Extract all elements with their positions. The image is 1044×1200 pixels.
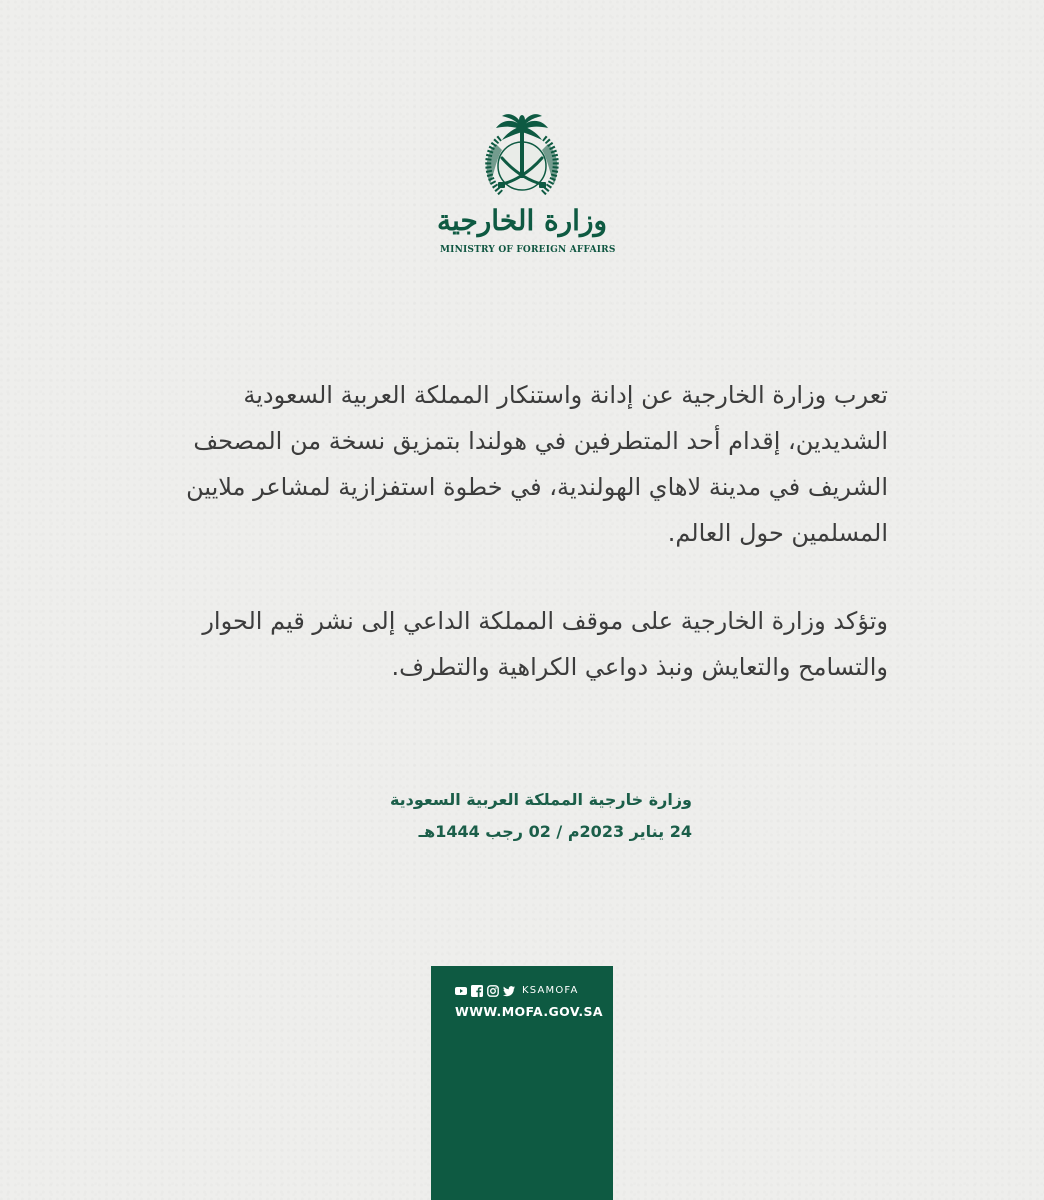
instagram-icon[interactable]	[487, 985, 499, 997]
facebook-icon[interactable]	[471, 985, 483, 997]
saudi-emblem-logo	[472, 108, 572, 208]
statement-paragraph-1: تعرب وزارة الخارجية عن إدانة واستنكار المملكة العربية السعودية الشديدين، إقدام أحد المتطرفين في هولندا بتمزيق نسخة من المصحف الشريف في مدينة لاهاي الهولندية، في خطوة استفزازية لمشاعر ملايين المسلمين حول العالم.	[186, 381, 888, 547]
social-links	[455, 984, 579, 998]
signature-block	[250, 784, 692, 848]
footer-panel	[431, 966, 613, 1200]
statement-body	[160, 372, 888, 690]
ministry-english-name: MINISTRY OF FOREIGN AFFAIRS	[440, 245, 616, 255]
youtube-icon[interactable]	[455, 985, 467, 997]
twitter-icon[interactable]	[503, 985, 515, 997]
statement-paragraph-2: وتؤكد وزارة الخارجية على موقف المملكة الداعي إلى نشر قيم الحوار والتسامح والتعايش ونبذ دواعي الكراهية والتطرف.	[202, 607, 888, 681]
svg-text:وزارة الخارجية: وزارة الخارجية	[437, 204, 607, 237]
signature-issuer: وزارة خارجية المملكة العربية السعودية	[389, 790, 692, 809]
social-handle[interactable]: KSAMOFA	[522, 985, 579, 996]
signature-date: 24 يناير 2023م / 02 رجب 1444هـ	[418, 822, 692, 841]
ministry-calligraphy-logo	[430, 200, 614, 240]
website-link[interactable]: WWW.MOFA.GOV.SA	[455, 1004, 603, 1019]
